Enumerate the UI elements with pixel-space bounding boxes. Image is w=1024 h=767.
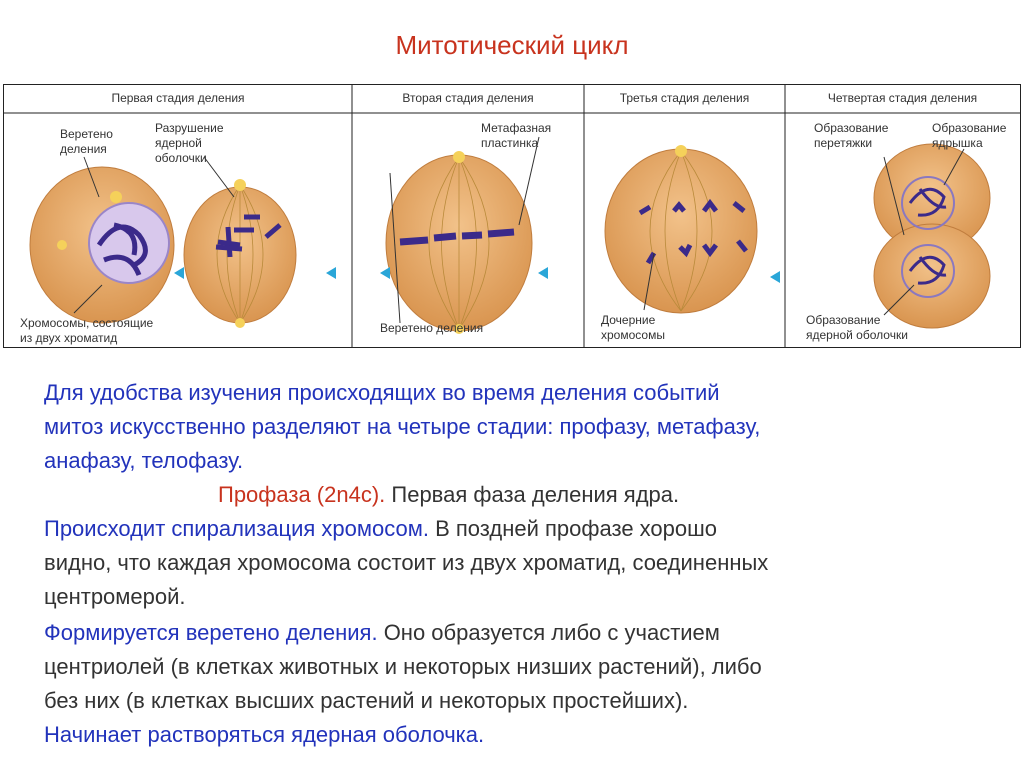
prophase-heading	[218, 478, 679, 512]
label-chromosomes: Хромосомы, состоящие из двух хроматид	[20, 316, 154, 345]
prophase-title: Профаза (2n4c).	[218, 482, 386, 507]
stage-4-header: Четвертая стадия деления	[827, 91, 978, 105]
label-nuclear-envelope: Образование ядерной оболочки	[806, 313, 908, 342]
mitosis-figure	[3, 84, 1021, 348]
spiralization-highlight: Происходит спирализация хромосом.	[44, 516, 429, 541]
label-envelope-destruction: Разрушение ядерной оболочки	[155, 121, 224, 165]
envelope-line: Начинает растворяться ядерная оболочка.	[44, 722, 485, 747]
spiralization-line-2: видно, что каждая хромосома состоит из двух хроматид, соединенных	[44, 550, 769, 575]
label-spindle-division: Веретено деления	[380, 321, 484, 335]
spindle-line-2: центриолей (в клетках животных и некоторых низших растений), либо	[44, 654, 762, 679]
stage-1-header: Первая стадия деления	[111, 91, 245, 105]
intro-line-3: анафазу, телофазу.	[44, 448, 244, 473]
stage-2-header: Вторая стадия деления	[402, 91, 534, 105]
spiralization-line-3: центромерой.	[44, 584, 186, 609]
label-spindle: Веретено деления	[60, 127, 113, 156]
label-constriction: Образование перетяжки	[814, 121, 889, 150]
label-metaphase-plate: Метафазная пластинка	[481, 121, 552, 150]
intro-line-2: митоз искусственно разделяют на четыре стадии: профазу, метафазу,	[44, 414, 761, 439]
page-title: Митотический цикл	[395, 30, 629, 60]
spindle-line-3: без них (в клетках высших растений и некоторых простейших).	[44, 688, 689, 713]
spindle-line-1: Формируется веретено деления. Оно образуется либо с участием	[44, 620, 720, 645]
anaphase-cell	[605, 149, 757, 313]
intro-line-1: Для удобства изучения происходящих во время деления событий	[44, 380, 720, 405]
stage-3-header: Третья стадия деления	[619, 91, 750, 105]
spiralization-line-1: Происходит спирализация хромосом. В поздней профазе хорошо	[44, 516, 718, 541]
prophase-description: Первая фаза деления ядра.	[385, 482, 680, 507]
spindle-highlight: Формируется веретено деления.	[44, 620, 378, 645]
label-daughter-chromosomes: Дочерние хромосомы	[601, 313, 665, 342]
label-nucleolus: Образование ядрышка	[932, 121, 1007, 150]
